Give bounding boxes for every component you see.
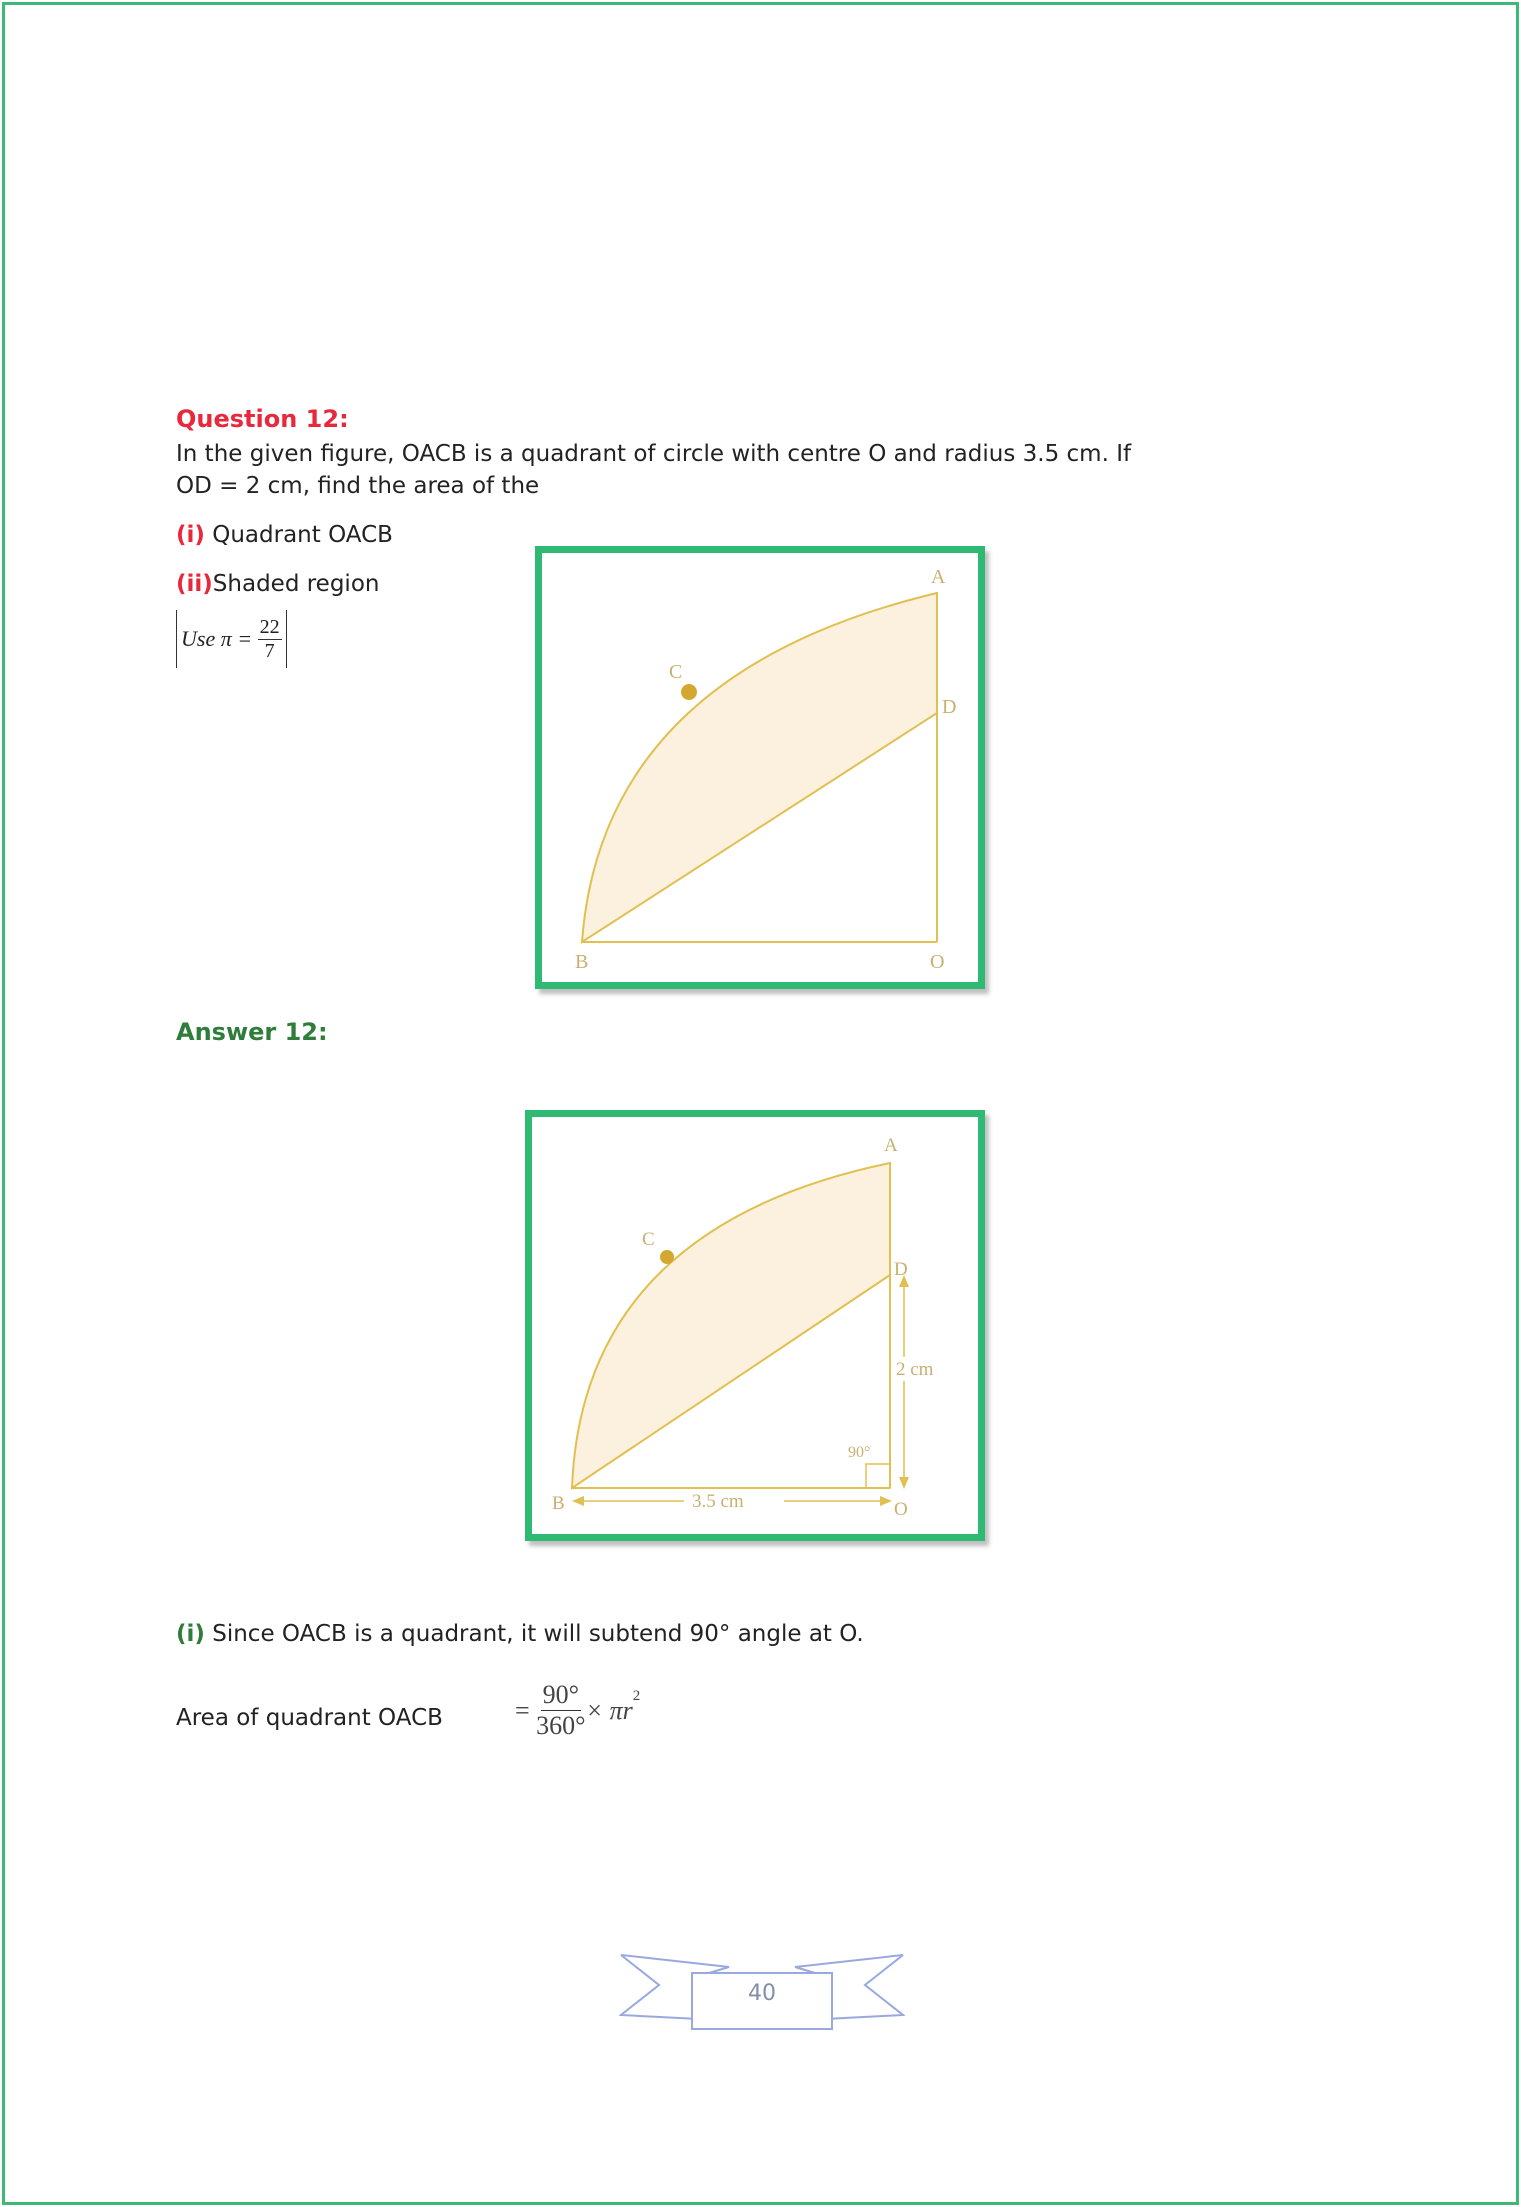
denominator: 7 xyxy=(264,639,275,662)
question-text-line1: In the given figure, OACB is a quadrant of circle with centre O and radius 3.5 cm. If xyxy=(176,441,1132,467)
page-number-ribbon xyxy=(619,1953,905,2033)
shaded-region xyxy=(572,1163,890,1488)
question-part-2 xyxy=(176,568,379,600)
part-text: Quadrant OACB xyxy=(204,522,393,548)
label-d: D xyxy=(894,1259,908,1280)
label-a: A xyxy=(931,566,946,588)
hint-fraction xyxy=(258,616,282,663)
answer-part-1 xyxy=(176,1618,864,1650)
label-angle: 90° xyxy=(848,1444,871,1461)
equals-sign: = xyxy=(515,1695,530,1725)
hint-prefix: Use π = xyxy=(181,626,253,651)
pi-hint xyxy=(176,610,287,668)
question-text-line2: OD = 2 cm, find the area of the xyxy=(176,473,540,499)
quadrant-diagram xyxy=(542,553,978,982)
label-o: O xyxy=(930,951,945,973)
label-c: C xyxy=(642,1229,655,1250)
quadrant-diagram-annotated xyxy=(532,1117,978,1534)
point-c xyxy=(681,684,697,700)
page-number: 40 xyxy=(748,1981,776,2006)
shaded-region xyxy=(582,593,937,942)
label-c: C xyxy=(669,661,683,683)
label-d: D xyxy=(942,696,957,718)
part-label: (i) xyxy=(176,522,205,548)
area-formula xyxy=(515,1680,640,1741)
question-figure xyxy=(535,546,985,989)
label-b: B xyxy=(575,951,589,973)
arrowhead xyxy=(899,1477,909,1489)
question-part-1 xyxy=(176,519,393,551)
label-bo-length: 3.5 cm xyxy=(692,1491,744,1512)
formula-fraction xyxy=(536,1680,585,1741)
label-od-length: 2 cm xyxy=(896,1359,934,1380)
label-o: O xyxy=(894,1499,908,1520)
page-border xyxy=(2,2,1519,2205)
question-heading: Question 12: xyxy=(176,405,349,433)
answer-figure xyxy=(525,1110,985,1541)
answer-heading: Answer 12: xyxy=(176,1018,328,1046)
part-label: (i) xyxy=(176,1621,205,1647)
part-text: Since OACB is a quadrant, it will subtend 90° angle at O. xyxy=(204,1621,864,1647)
label-b: B xyxy=(552,1493,565,1514)
exponent: 2 xyxy=(632,1688,641,1704)
area-label: Area of quadrant OACB xyxy=(176,1705,443,1731)
part-text: Shaded region xyxy=(212,571,380,597)
point-c xyxy=(660,1250,674,1264)
numerator: 22 xyxy=(259,615,280,638)
formula-rest: × πr xyxy=(585,1695,633,1725)
part-label: (ii) xyxy=(176,571,213,597)
right-angle-mark xyxy=(866,1464,890,1488)
numerator: 90° xyxy=(542,1680,580,1709)
denominator: 360° xyxy=(536,1711,586,1740)
label-a: A xyxy=(884,1135,898,1156)
arrowhead xyxy=(880,1496,892,1506)
arrowhead xyxy=(572,1496,584,1506)
